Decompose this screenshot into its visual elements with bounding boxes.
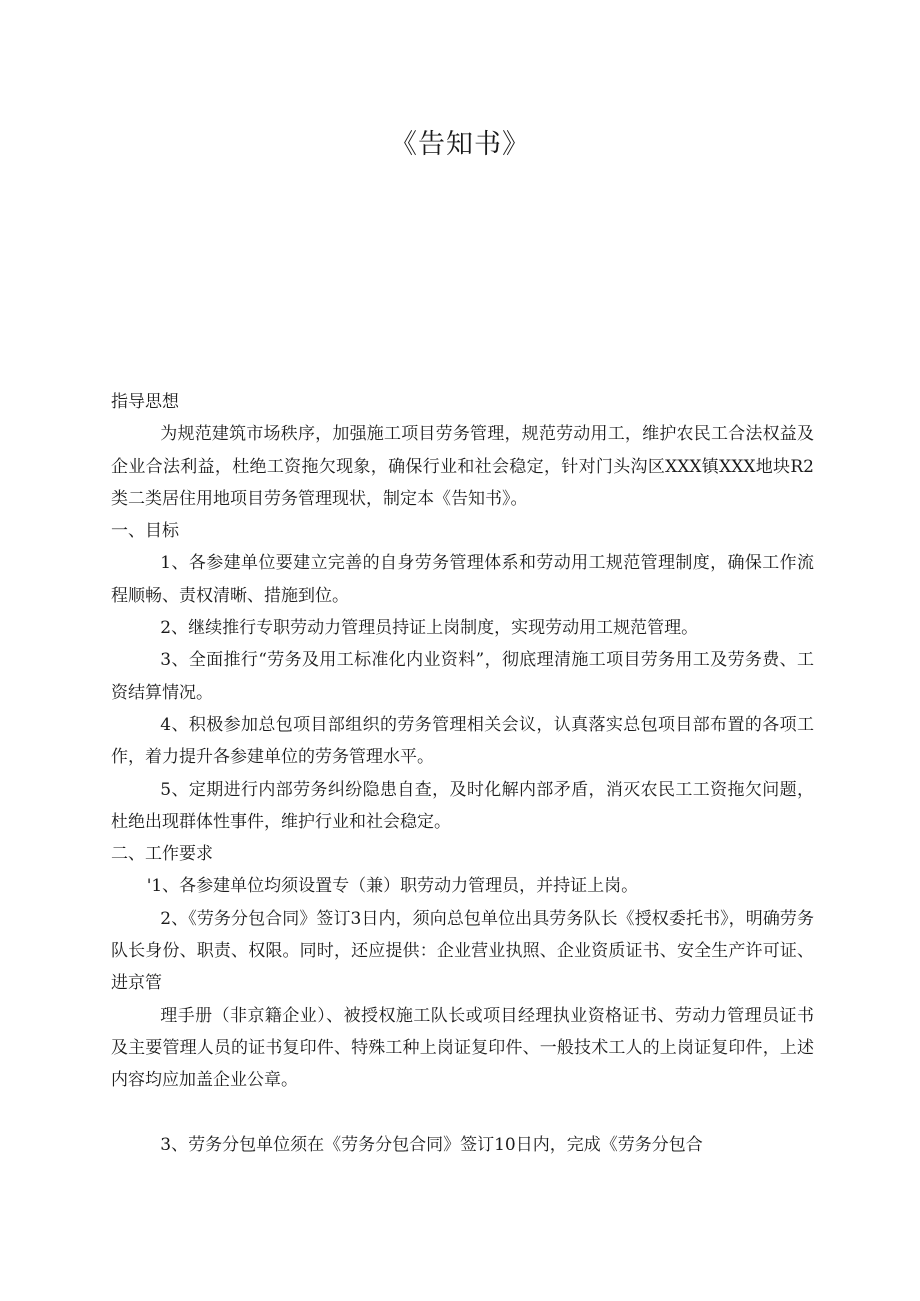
goal-item: 2、继续推行专职劳动力管理员持证上岗制度，实现劳动用工规范管理。 [160, 618, 699, 639]
goal-item: 5、定期进行内部劳务纠纷隐患自查，及时化解内部矛盾，消灭农民工工资拖欠问题，杜绝出现群体性事件，维护行业和社会稳定。 [111, 779, 814, 832]
goal-item: 1、各参建单位要建立完善的自身劳务管理体系和劳动用工规范管理制度，确保工作流程顺畅、责权清晰、措施到位。 [111, 553, 814, 606]
document-title: 《告知书》 [390, 129, 530, 160]
section-heading-requirements: 二、工作要求 [111, 844, 213, 865]
goal-item: 4、积极参加总包项目部组织的劳务管理相关会议，认真落实总包项目部布置的各项工作，着力提升各参建单位的劳务管理水平。 [111, 714, 814, 768]
requirement-item: '1、各参建单位均须设置专（兼）职劳动力管理员，并持证上岗。 [146, 876, 639, 897]
section-heading-goals: 一、目标 [111, 521, 179, 542]
document-body [111, 386, 814, 1161]
requirement-item: 2、《劳务分包合同》签订3日内，须向总包单位出具劳务队长《授权委托书》，明确劳务队长身份、职责、权限。同时，还应提供：企业营业执照、企业资质证书、安全生产许可证、进京管 [111, 908, 814, 994]
goal-item: 3、全面推行“劳务及用工标准化内业资料”，彻底理清施工项目劳务用工及劳务费、工资结算情况。 [111, 650, 814, 703]
requirement-item-continued: 理手册（非京籍企业）、被授权施工队长或项目经理执业资格证书、劳动力管理员证书及主要管理人员的证书复印件、特殊工种上岗证复印件、一般技术工人的上岗证复印件，上述内容均应加盖企业公章。 [111, 1005, 814, 1091]
section-heading-guiding: 指导思想 [111, 392, 179, 412]
requirement-item: 3、劳务分包单位须在《劳务分包合同》签订10日内，完成《劳务分包合 [160, 1134, 703, 1155]
guiding-paragraph: 为规范建筑市场秩序，加强施工项目劳务管理，规范劳动用工，维护农民工合法权益及企业合法利益，杜绝工资拖欠现象，确保行业和社会稳定，针对门头沟区XXX镇XXX地块R2类二类居住用地项目劳务管理现状，制定本《告知书》。 [111, 424, 814, 509]
paragraph-gap [111, 1097, 814, 1129]
